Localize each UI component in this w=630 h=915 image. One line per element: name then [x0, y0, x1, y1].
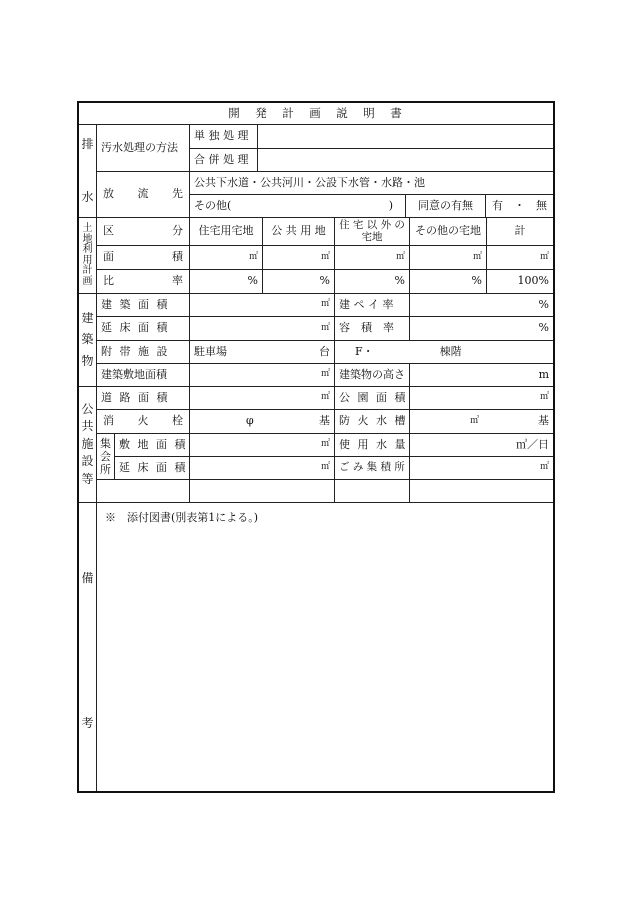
- discharge-label: [97, 172, 190, 218]
- coverage-field[interactable]: %: [410, 294, 553, 317]
- form-title: 開 発 計 画 説 明 書: [79, 103, 553, 125]
- floor-area-field[interactable]: ㎡: [190, 317, 335, 341]
- land-kubun-1: 区: [103, 224, 114, 238]
- building-area-label: 建 築 面 積: [97, 294, 190, 317]
- hall-floor-field[interactable]: ㎡: [190, 457, 335, 480]
- public-side-char: 等: [81, 471, 94, 486]
- public-side-char: 公: [81, 402, 94, 417]
- site-area-field[interactable]: ㎡: [190, 364, 335, 387]
- combined-treatment-label: 合 併 処 理: [190, 149, 258, 172]
- land-header-public: 公 共 用 地: [263, 218, 335, 246]
- land-header-total: 計: [487, 218, 553, 246]
- consent-label: 同意の有無: [406, 195, 486, 218]
- hall-side-label: [97, 434, 115, 480]
- hall-site-label: 敷 地 面 積: [115, 434, 190, 457]
- building-side-char: 物: [81, 353, 94, 368]
- hydrant-unit: 基: [319, 414, 330, 428]
- land-kubun-label: [97, 218, 190, 246]
- garbage-label: ご み 集 積 所: [335, 457, 410, 480]
- floor-kai-label: 棟階: [439, 344, 462, 358]
- far-field[interactable]: %: [410, 317, 553, 341]
- single-treatment-label: 単 独 処 理: [190, 125, 258, 149]
- annex-label: 附 帯 施 設: [97, 341, 190, 364]
- park-area-field[interactable]: ㎡: [410, 387, 553, 410]
- public-extra-label-2[interactable]: [335, 480, 410, 503]
- site-area-label: 建築敷地面積: [97, 364, 190, 387]
- sewage-side-bottom: 水: [81, 190, 94, 204]
- coverage-label: 建 ペ イ 率: [335, 294, 410, 317]
- discharge-other-field[interactable]: [190, 195, 406, 218]
- far-label: 容 積 率: [335, 317, 410, 341]
- height-field[interactable]: m: [410, 364, 553, 387]
- combined-treatment-field[interactable]: [258, 149, 553, 172]
- land-ratio-total: 100%: [487, 270, 553, 294]
- discharge-label-1: 放: [103, 187, 114, 201]
- public-side-label: [79, 387, 97, 503]
- park-area-label: 公 園 面 積: [335, 387, 410, 410]
- consent-choice[interactable]: [486, 195, 553, 218]
- consent-no: 無: [536, 198, 547, 212]
- land-ratio-public[interactable]: %: [263, 270, 335, 294]
- building-side-char: 築: [81, 332, 94, 347]
- discharge-other-close: ): [388, 198, 393, 212]
- land-area-total[interactable]: ㎡: [487, 246, 553, 270]
- land-side-char: 地: [82, 233, 93, 245]
- hall-side-char: 所: [100, 463, 111, 477]
- public-extra-label[interactable]: [97, 480, 190, 503]
- building-side-label: [79, 294, 97, 387]
- land-ratio-non-residential[interactable]: %: [335, 270, 410, 294]
- building-area-field[interactable]: ㎡: [190, 294, 335, 317]
- land-header-residential: 住宅用宅地: [190, 218, 263, 246]
- road-area-label: 道 路 面 積: [97, 387, 190, 410]
- land-header-other: その他の宅地: [410, 218, 487, 246]
- fire-tank-field[interactable]: [410, 410, 553, 434]
- hydrant-1: 消: [103, 414, 114, 428]
- development-plan-form: [77, 101, 555, 793]
- fire-tank-unit: 基: [538, 414, 549, 428]
- land-area-non-residential[interactable]: ㎡: [335, 246, 410, 270]
- consent-yes: 有: [492, 198, 503, 212]
- discharge-other-open: その他(: [194, 198, 232, 212]
- public-side-char: 設: [81, 454, 94, 469]
- hydrant-3: 栓: [172, 414, 183, 428]
- parking-field[interactable]: [190, 341, 335, 364]
- floors-field[interactable]: [335, 341, 553, 364]
- land-side-char: 画: [82, 275, 93, 287]
- public-extra-field[interactable]: [190, 480, 335, 503]
- hall-side-char: 集: [100, 436, 111, 450]
- hydrant-field[interactable]: [190, 410, 335, 434]
- hydrant-label: [97, 410, 190, 434]
- land-side-char: 利: [82, 244, 93, 255]
- public-side-char: 共: [81, 419, 94, 434]
- remarks-side-label: [79, 503, 97, 791]
- public-side-char: 施: [81, 436, 94, 451]
- remarks-side-bottom: 考: [81, 716, 94, 730]
- hall-site-field[interactable]: ㎡: [190, 434, 335, 457]
- fire-tank-m3: ㎥: [470, 415, 480, 426]
- floor-area-label: 延 床 面 積: [97, 317, 190, 341]
- land-ratio-1: 比: [103, 274, 114, 288]
- sewage-side-top: 排: [81, 136, 94, 151]
- land-ratio-label: [97, 270, 190, 294]
- discharge-label-2: 流: [137, 187, 149, 201]
- sewage-method-label: 汚水処理の方法: [97, 125, 190, 172]
- water-usage-field[interactable]: ㎥／日: [410, 434, 553, 457]
- road-area-field[interactable]: ㎡: [190, 387, 335, 410]
- land-kubun-2: 分: [172, 224, 183, 238]
- public-extra-field-2[interactable]: [410, 480, 553, 503]
- land-ratio-2: 率: [172, 274, 183, 288]
- hall-floor-label: 延 床 面 積: [115, 457, 190, 480]
- building-side-char: 建: [81, 310, 94, 325]
- land-side-char: 計: [82, 265, 93, 276]
- land-area-other[interactable]: ㎡: [410, 246, 487, 270]
- remarks-note: ※ 添付図書(別表第1による。): [105, 511, 259, 524]
- hydrant-2: 火: [137, 414, 149, 428]
- remarks-side-top: 備: [81, 570, 94, 585]
- height-label: 建築物の高さ: [335, 364, 410, 387]
- discharge-label-3: 先: [172, 187, 183, 201]
- land-ratio-other[interactable]: %: [410, 270, 487, 294]
- consent-dot: ・: [514, 198, 525, 212]
- water-usage-label: 使 用 水 量: [335, 434, 410, 457]
- garbage-field[interactable]: ㎡: [410, 457, 553, 480]
- floor-f-label: F・: [355, 344, 374, 358]
- land-area-1: 面: [103, 250, 114, 264]
- single-treatment-field[interactable]: [258, 125, 553, 149]
- parking-label: 駐車場: [194, 344, 227, 358]
- land-area-residential[interactable]: ㎡: [190, 246, 263, 270]
- fire-tank-label: 防 火 水 槽: [335, 410, 410, 434]
- land-area-label: [97, 246, 190, 270]
- land-side-char: 用: [82, 254, 93, 266]
- land-side-char: 土: [82, 223, 93, 234]
- phi-symbol: φ: [246, 414, 254, 428]
- land-area-public[interactable]: ㎡: [263, 246, 335, 270]
- land-header-non-residential: 住 宅 以 外 の 宅地: [335, 218, 410, 246]
- remarks-area[interactable]: [97, 503, 553, 791]
- discharge-options: 公共下水道・公共河川・公設下水管・水路・池: [190, 172, 553, 195]
- land-side-label: [79, 218, 97, 294]
- parking-unit: 台: [319, 344, 330, 358]
- land-area-2: 積: [172, 250, 183, 264]
- hall-side-char: 会: [100, 449, 111, 463]
- sewage-side-label: [79, 125, 97, 218]
- land-ratio-residential[interactable]: %: [190, 270, 263, 294]
